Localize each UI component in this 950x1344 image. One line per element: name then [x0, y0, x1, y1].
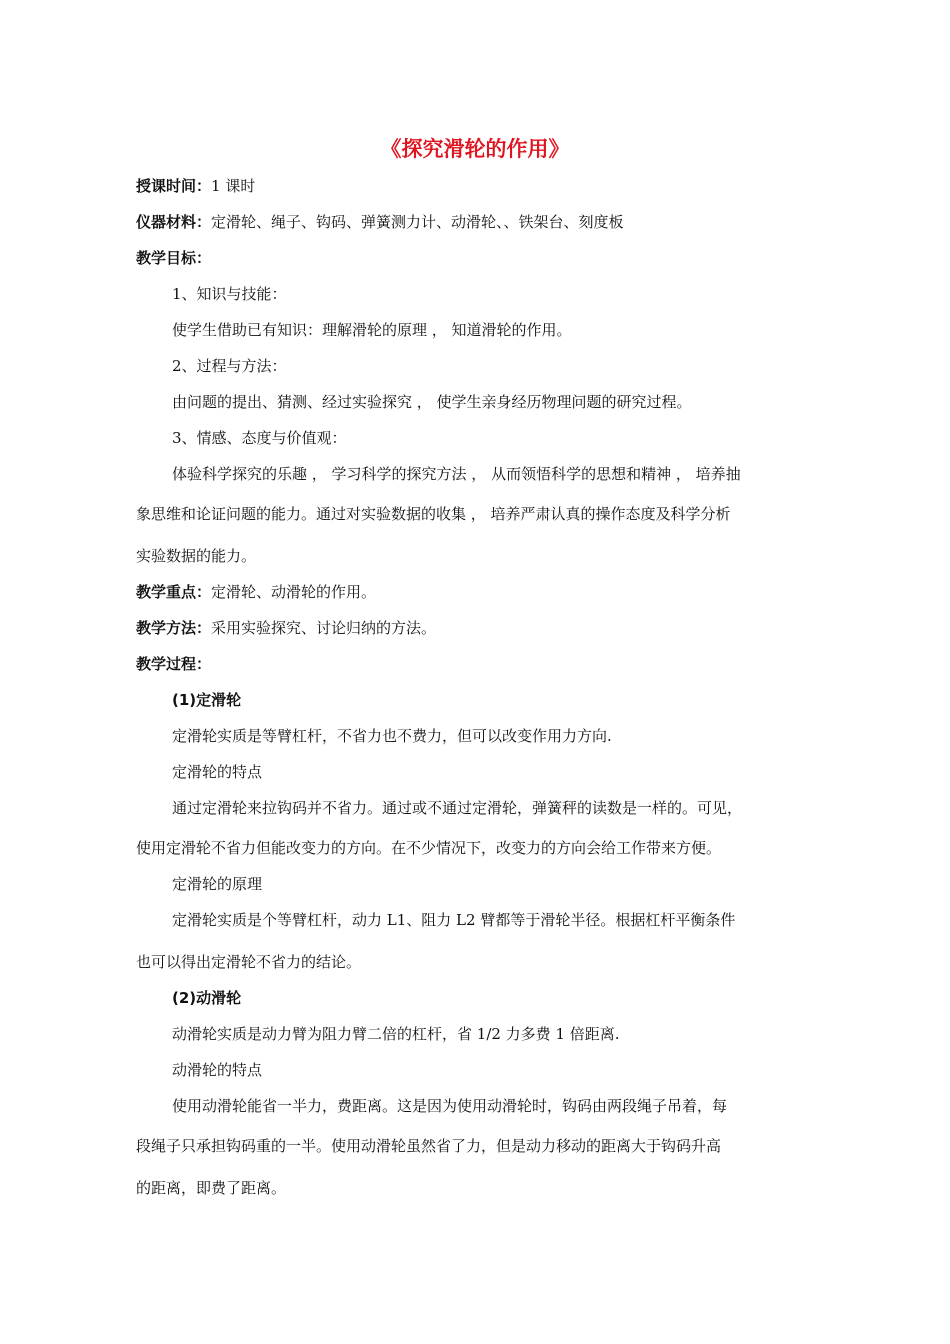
document-title: 《探究滑轮的作用》	[380, 137, 570, 161]
movable-pulley-feature-title: 动滑轮的特点	[172, 1061, 263, 1079]
materials-value: 定滑轮、绳子、钩码、弹簧测力计、动滑轮、、铁架台、刻度板	[211, 213, 624, 231]
goal-2-text: 由问题的提出、猜测、经过实验探究 ， 使学生亲身经历物理问题的研究过程。	[172, 393, 692, 411]
materials-line	[136, 212, 836, 232]
goal-1-text: 使学生借助已有知识：理解滑轮的原理 ， 知道滑轮的作用。	[172, 321, 572, 339]
fixed-pulley-heading: (1)定滑轮	[172, 691, 242, 709]
process-label: 教学过程：	[136, 655, 212, 673]
goal-3-text-1: 体验科学探究的乐趣 ， 学习科学的探究方法 ， 从而领悟科学的思想和精神 ， 培养抽	[172, 465, 741, 483]
movable-pulley-feature-2: 段绳子只承担钩码重的一半。使用动滑轮虽然省了力，但是动力移动的距离大于钩码升高	[136, 1137, 722, 1155]
materials-label: 仪器材料：	[136, 213, 212, 231]
fixed-pulley-essence: 定滑轮实质是等臂杠杆，不省力也不费力，但可以改变作用力方向.	[172, 727, 612, 745]
key-point-value: 定滑轮、动滑轮的作用。	[211, 583, 377, 601]
key-point-label: 教学重点：	[136, 583, 212, 601]
movable-pulley-essence: 动滑轮实质是动力臂为阻力臂二倍的杠杆，省 1/2 力多费 1 倍距离.	[172, 1025, 620, 1043]
time-value: 1 课时	[211, 177, 256, 195]
movable-pulley-heading: (2)动滑轮	[172, 989, 242, 1007]
movable-pulley-feature-1: 使用动滑轮能省一半力，费距离。这是因为使用动滑轮时，钩码由两段绳子吊着，每	[172, 1097, 728, 1115]
method-label: 教学方法：	[136, 619, 212, 637]
time-label: 授课时间：	[136, 177, 212, 195]
goals-label: 教学目标：	[136, 249, 212, 267]
fixed-pulley-principle-1: 定滑轮实质是个等臂杠杆，动力 L1、阻力 L2 臂都等于滑轮半径。根据杠杆平衡条件	[172, 911, 736, 929]
method-value: 采用实验探究、讨论归纳的方法。	[211, 619, 437, 637]
fixed-pulley-principle-title: 定滑轮的原理	[172, 875, 263, 893]
fixed-pulley-feature-1: 通过定滑轮来拉钩码并不省力。通过或不通过定滑轮，弹簧秤的读数是一样的。可见，	[172, 799, 743, 817]
time-line	[136, 176, 836, 196]
goal-3-text-3: 实验数据的能力。	[136, 547, 257, 565]
fixed-pulley-principle-2: 也可以得出定滑轮不省力的结论。	[136, 953, 362, 971]
goal-3-title: 3、情感、态度与价值观：	[172, 429, 347, 447]
key-point-line	[136, 582, 836, 602]
fixed-pulley-feature-2: 使用定滑轮不省力但能改变力的方向。在不少情况下，改变力的方向会给工作带来方便。	[136, 839, 722, 857]
method-line	[136, 618, 836, 638]
fixed-pulley-feature-title: 定滑轮的特点	[172, 763, 263, 781]
goal-3-text-2: 象思维和论证问题的能力。通过对实验数据的收集 ， 培养严肃认真的操作态度及科学分析	[136, 505, 731, 523]
movable-pulley-feature-3: 的距离，即费了距离。	[136, 1179, 287, 1197]
goal-1-title: 1、知识与技能：	[172, 285, 287, 303]
goal-2-title: 2、过程与方法：	[172, 357, 287, 375]
